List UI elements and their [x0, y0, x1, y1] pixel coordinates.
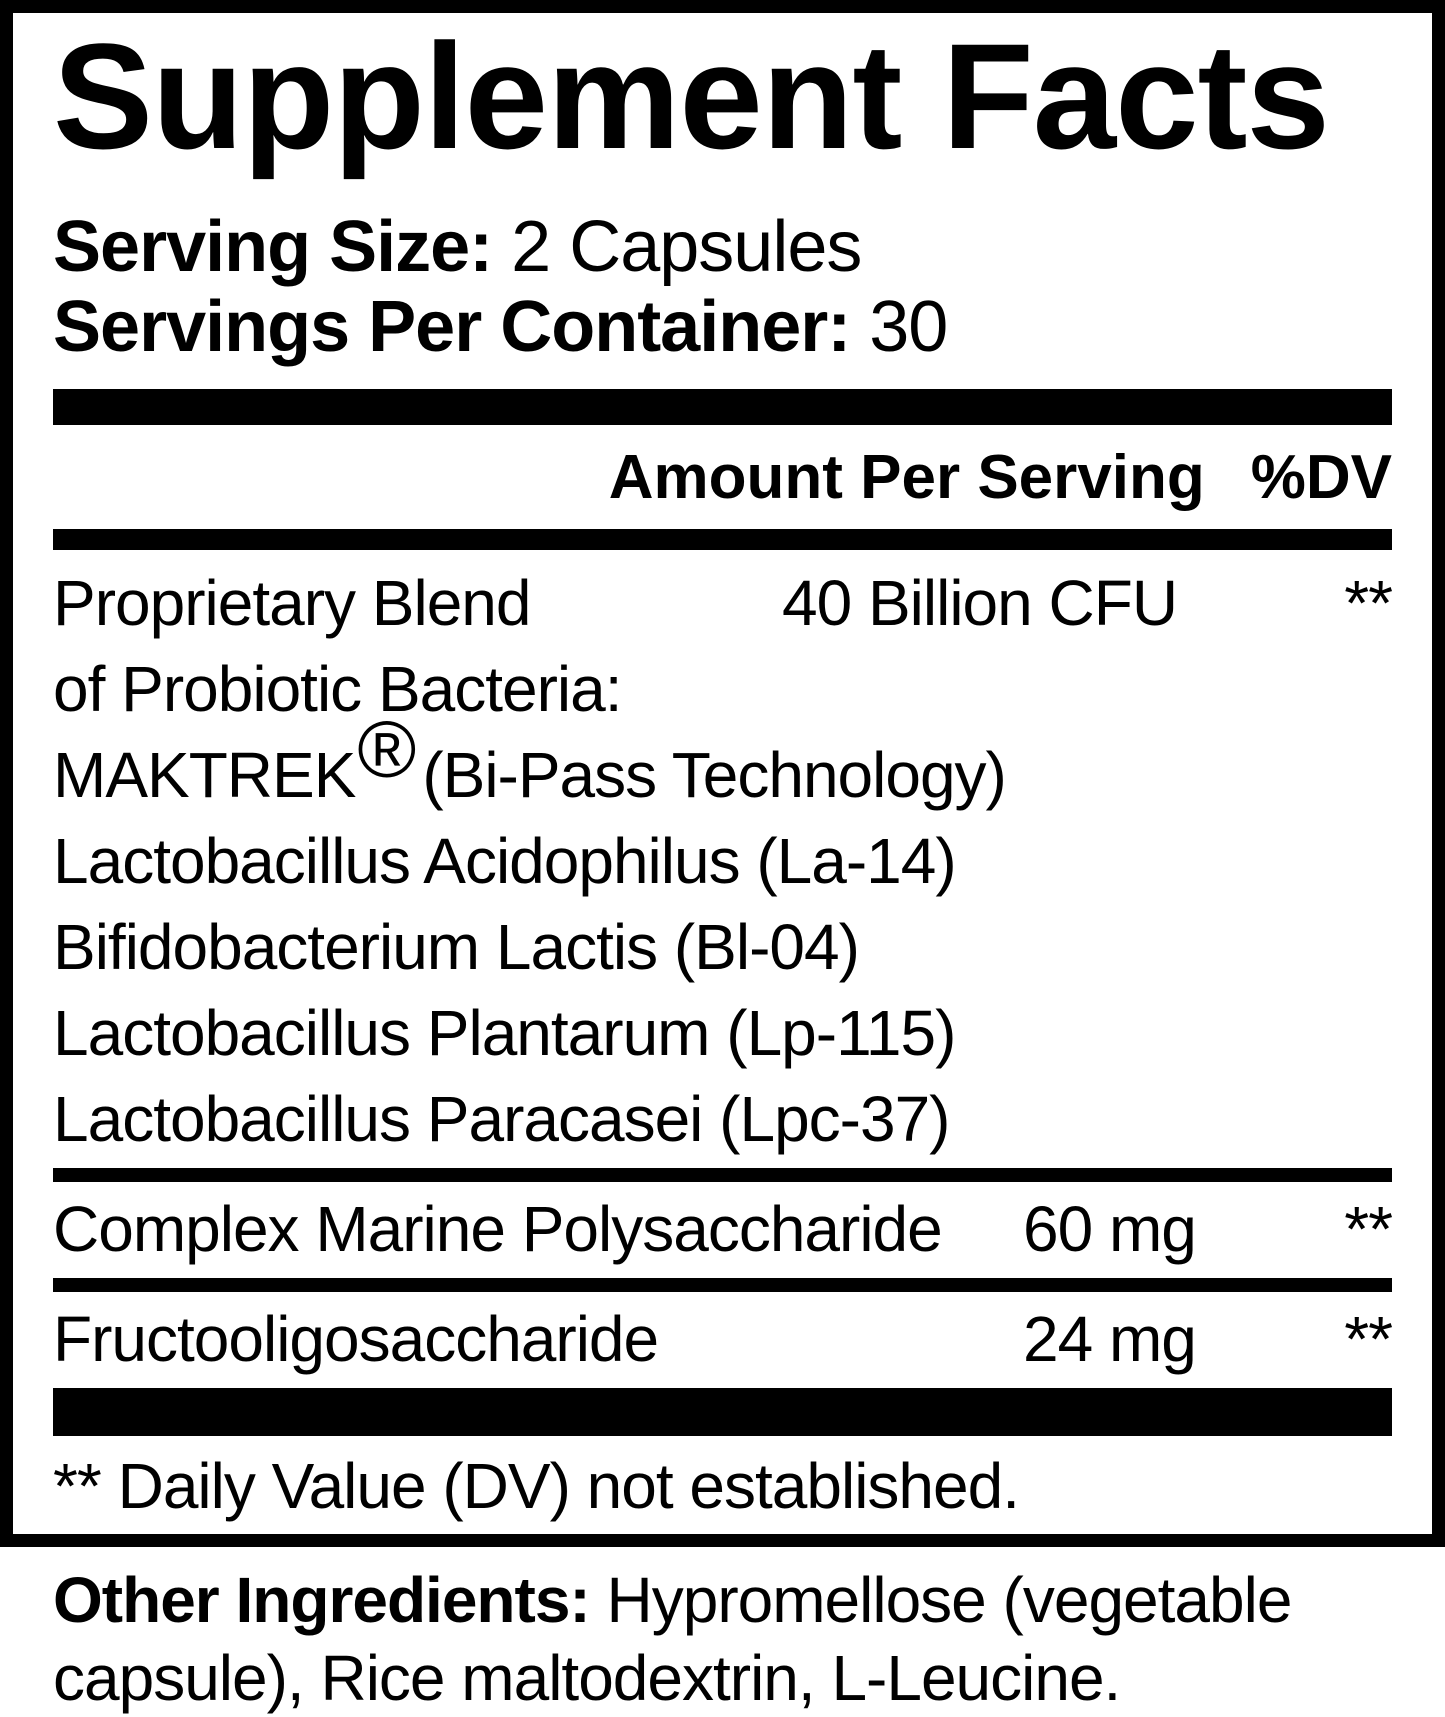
- servings-per-container-line: [53, 287, 1392, 367]
- maktrek-name: MAKTREK: [53, 739, 356, 811]
- strain-line: Lactobacillus Acidophilus (La-14): [53, 825, 956, 897]
- maktrek-line: [53, 705, 1392, 818]
- serving-info: [53, 207, 1392, 367]
- ingredient-name: Fructooligosaccharide: [53, 1303, 659, 1375]
- other-ingredients-text: Hypromellose (vegetable capsule), Rice maltodextrin, L-Leucine.: [53, 1564, 1292, 1714]
- divider-medium: [53, 529, 1392, 550]
- ingredient-dv: **: [1344, 1193, 1392, 1265]
- divider-thick-bottom: [53, 1388, 1392, 1436]
- page-title: Supplement Facts: [53, 12, 1329, 180]
- registered-trademark-icon: ®: [357, 705, 417, 794]
- blend-description-line: of Probiotic Bacteria:: [53, 653, 622, 725]
- column-header-row: [53, 425, 1392, 529]
- strain-line: Lactobacillus Plantarum (Lp-115): [53, 997, 956, 1069]
- divider-thin: [53, 1168, 1392, 1182]
- ingredient-row: [53, 1182, 1392, 1278]
- ingredient-row: [53, 1292, 1392, 1388]
- strain-line: Lactobacillus Paracasei (Lpc-37): [53, 1083, 950, 1155]
- amount-per-serving-header: Amount Per Serving: [608, 443, 1205, 512]
- proprietary-blend-dv: **: [1344, 567, 1392, 639]
- percent-dv-header: %DV: [1250, 443, 1392, 512]
- serving-size-value: 2 Capsules: [511, 207, 862, 287]
- maktrek-technology: (Bi-Pass Technology): [422, 739, 1006, 811]
- servings-per-container-value: 30: [869, 287, 948, 367]
- serving-size-line: [53, 207, 1392, 287]
- serving-size-label: Serving Size:: [53, 207, 493, 287]
- proprietary-blend-amount: 40 Billion CFU: [782, 567, 1178, 639]
- ingredient-amount: 60 mg: [1023, 1193, 1196, 1265]
- divider-thick-top: [53, 389, 1392, 425]
- ingredient-dv: **: [1344, 1303, 1392, 1375]
- proprietary-blend-name: Proprietary Blend: [53, 567, 531, 639]
- ingredient-amount: 24 mg: [1023, 1303, 1196, 1375]
- proprietary-blend-row: [53, 560, 1392, 646]
- ingredient-name: Complex Marine Polysaccharide: [53, 1193, 942, 1265]
- servings-per-container-label: Servings Per Container:: [53, 287, 851, 367]
- other-ingredients: [53, 1561, 1392, 1717]
- proprietary-blend-section: [53, 560, 1392, 1162]
- other-ingredients-label: Other Ingredients:: [53, 1564, 590, 1636]
- strain-line: Bifidobacterium Lactis (Bl-04): [53, 911, 859, 983]
- divider-thin: [53, 1278, 1392, 1292]
- daily-value-footnote: ** Daily Value (DV) not established.: [53, 1450, 1019, 1522]
